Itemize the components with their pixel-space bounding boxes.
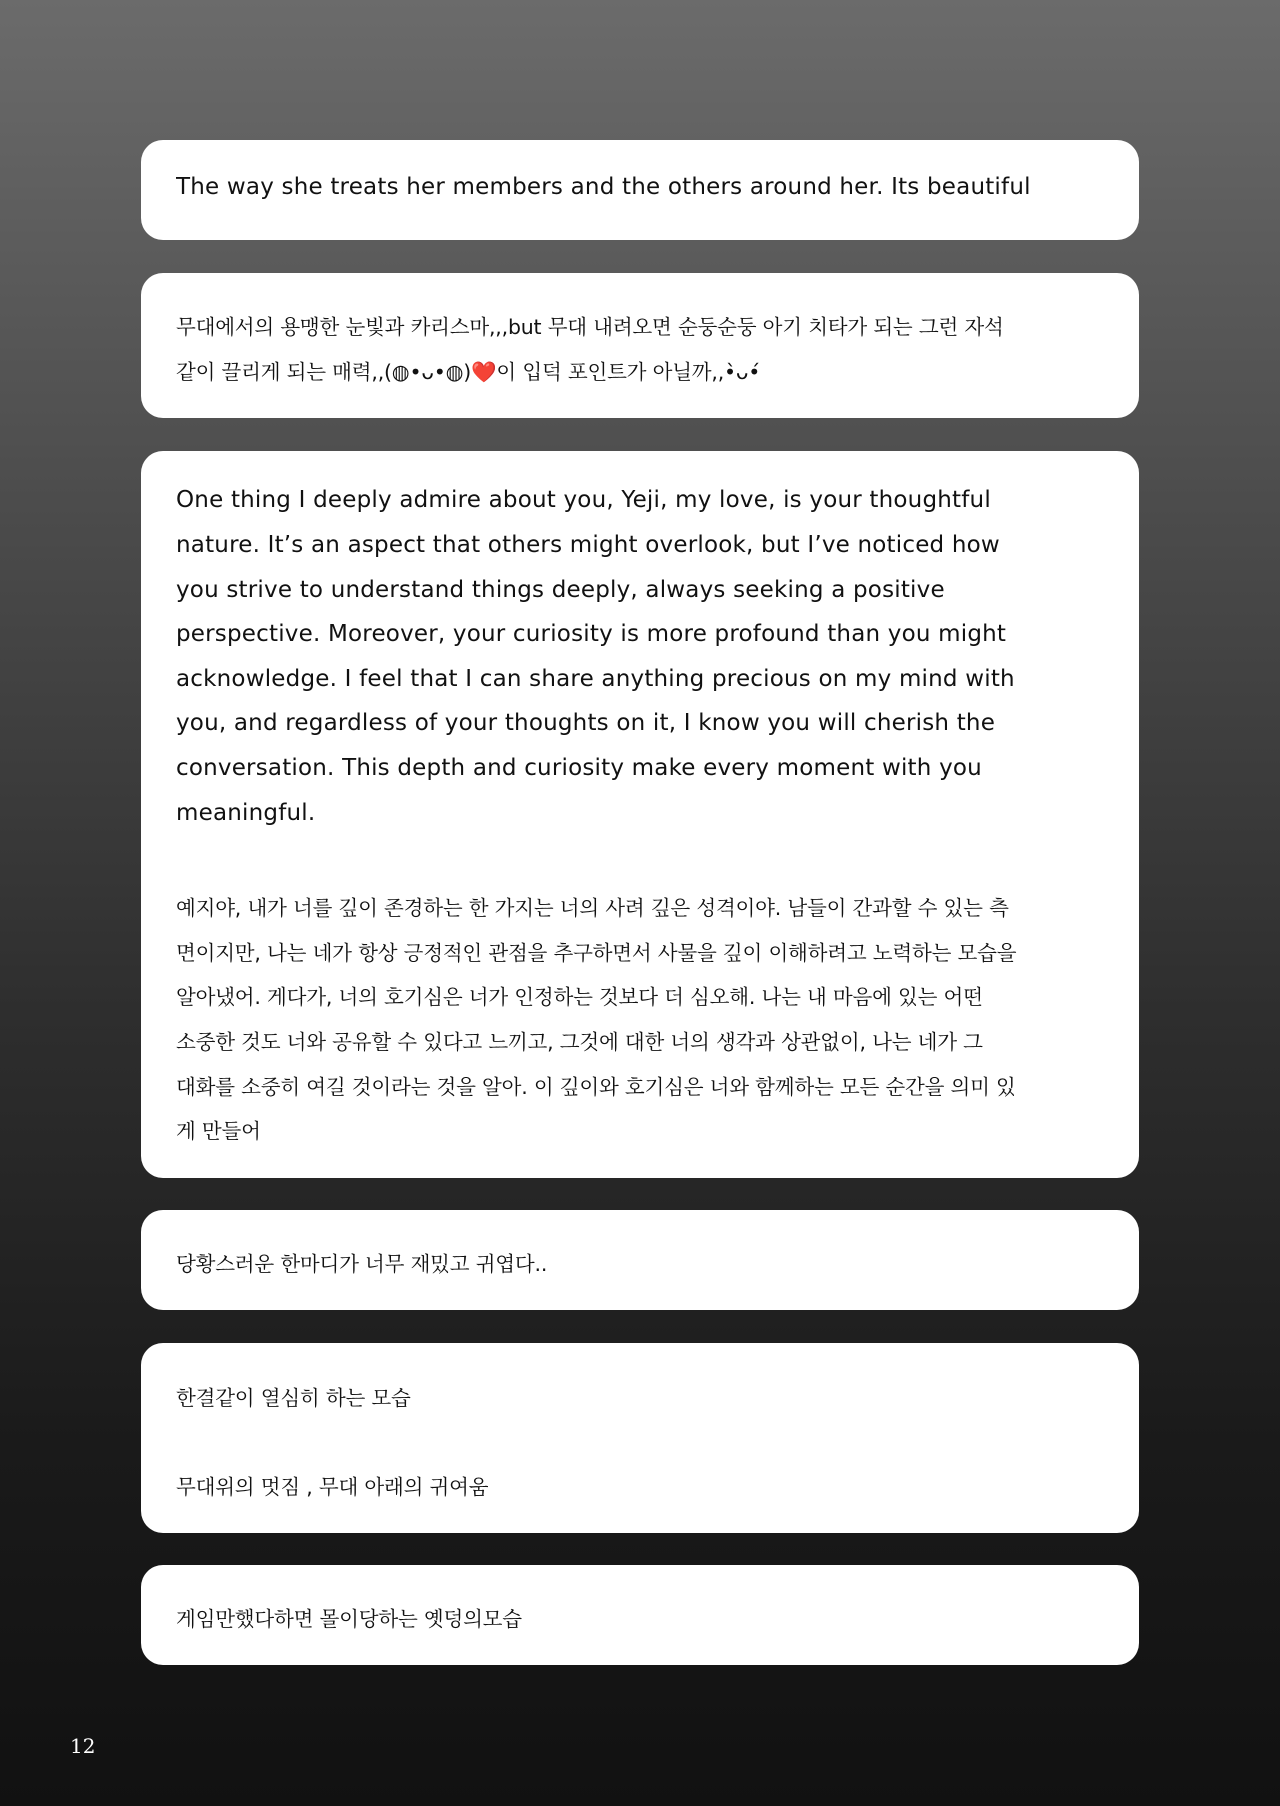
card-3-english-line-3: you strive to understand things deeply, always seeking a positive <box>176 577 945 603</box>
card-3-english-line-4: perspective. Moreover, your curiosity is more profound than you might <box>176 621 1007 647</box>
message-card-4 <box>141 1210 1139 1310</box>
card-2-line-1: 무대에서의 용맹한 눈빛과 카리스마,,,but 무대 내려오면 순둥순둥 아기 치타가 되는 그런 자석 <box>176 315 1004 339</box>
card-3-english-line-5: acknowledge. I feel that I can share anything precious on my mind with <box>176 666 1015 692</box>
card-3-korean-line-2: 면이지만, 나는 네가 항상 긍정적인 관점을 추구하면서 사물을 깊이 이해하려고 노력하는 모습을 <box>176 941 1017 965</box>
card-6-line-1: 게임만했다하면 몰이당하는 옛덩의모습 <box>176 1607 522 1631</box>
card-3-english-line-1: One thing I deeply admire about you, Yeji, my love, is your thoughtful <box>176 487 991 513</box>
card-3-english-line-7: conversation. This depth and curiosity make every moment with you <box>176 755 982 781</box>
message-card-6 <box>141 1565 1139 1665</box>
card-3-english-line-8: meaningful. <box>176 800 316 826</box>
card-4-line-1: 당황스러운 한마디가 너무 재밌고 귀엽다.. <box>176 1252 548 1276</box>
card-3-english-line-2: nature. It’s an aspect that others might overlook, but I’ve noticed how <box>176 532 1000 558</box>
card-3-korean-line-3: 알아냈어. 게다가, 너의 호기심은 너가 인정하는 것보다 더 심오해. 나는 내 마음에 있는 어떤 <box>176 985 983 1009</box>
card-1-line-1: The way she treats her members and the others around her. Its beautiful <box>176 174 1031 200</box>
message-card-3 <box>141 451 1139 1178</box>
message-card-1 <box>141 140 1139 240</box>
card-3-korean-line-5: 대화를 소중히 여길 것이라는 것을 알아. 이 깊이와 호기심은 너와 함께하는 모든 순간을 의미 있 <box>176 1075 1016 1099</box>
message-card-2 <box>141 273 1139 418</box>
card-3-korean-line-1: 예지야, 내가 너를 깊이 존경하는 한 가지는 너의 사려 깊은 성격이야. 남들이 간과할 수 있는 측 <box>176 896 1009 920</box>
card-3-korean-line-6: 게 만들어 <box>176 1119 261 1143</box>
card-3-korean-line-4: 소중한 것도 너와 공유할 수 있다고 느끼고, 그것에 대한 너의 생각과 상관없이, 나는 네가 그 <box>176 1030 983 1054</box>
card-3-english-line-6: you, and regardless of your thoughts on it, I know you will cherish the <box>176 710 996 736</box>
card-2-line-2: 같이 끌리게 되는 매력,,(◍•ᴗ•◍)❤️이 입덕 포인트가 아닐까,,•̀ᴗ•́ <box>176 360 761 384</box>
card-5-line-2: 무대위의 멋짐 , 무대 아래의 귀여움 <box>176 1475 489 1499</box>
page-number: 12 <box>70 1734 96 1758</box>
card-5-line-1: 한결같이 열심히 하는 모습 <box>176 1386 411 1410</box>
message-card-5 <box>141 1343 1139 1533</box>
